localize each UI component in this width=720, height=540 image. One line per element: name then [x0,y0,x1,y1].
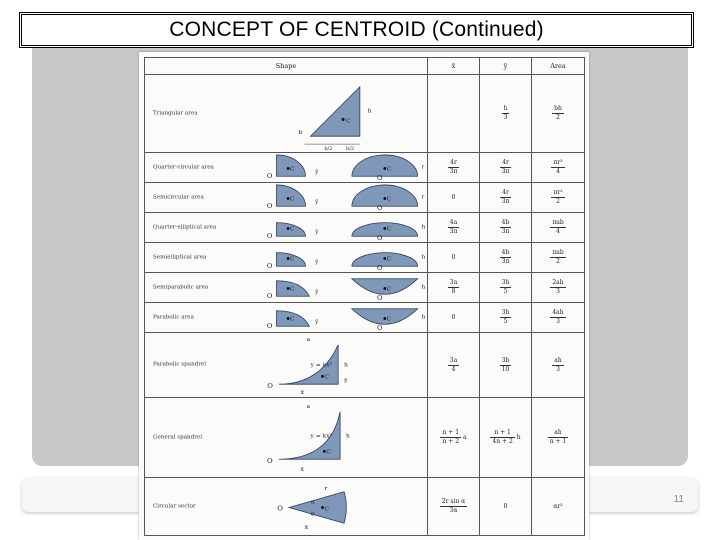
shape-name: Parabolic area [153,314,194,320]
ybar-cell [480,333,532,398]
formula-numerator: πab [552,219,564,226]
formula-fraction [440,498,467,515]
figure-label: C [290,166,295,173]
area-cell [532,333,585,398]
figure-label: ȳ [315,169,319,176]
area-cell [532,398,585,478]
figure-label: h [367,108,372,115]
figure-label: C [290,226,295,233]
figure-label: O [266,292,273,301]
figure-label: b/2 [346,146,354,152]
ybar-cell [480,273,532,303]
formula-denominator: 3 [556,318,560,325]
area-cell [532,243,585,273]
formula-denominator: 4 [451,365,456,373]
formula-denominator: 5 [503,288,508,295]
area-cell [532,273,585,303]
formula-fraction [552,105,564,122]
parabolic-shape [352,279,418,294]
figure-label: C [290,196,295,203]
figure-label: C [386,196,392,203]
figure-label: C [386,286,392,293]
formula-denominator: 4 [556,168,560,175]
centroid-point [383,227,386,230]
formula-denominator: 8 [451,288,456,295]
shape-name: Quarter-elliptical area [153,224,217,230]
formula-text: 0 [451,253,456,261]
table-row [145,303,585,333]
figure-label: C [346,118,351,125]
figure-label: O [266,172,273,181]
formula-denominator: 4n + 2 [492,438,513,445]
xbar-cell [428,398,480,478]
ybar-cell [480,478,532,536]
formula-denominator: 4 [556,228,560,235]
centroid-point [383,257,386,260]
xbar-cell [428,333,480,398]
formula-numerator: 3h [501,309,510,316]
shape-figure [260,243,428,272]
figure-label: C [324,374,329,381]
figure-label: O [377,294,383,302]
formula-denominator: 3π [449,168,458,175]
formula-numerator: 3a [449,356,458,364]
figure-label: x̄ [304,525,309,532]
formula-fraction [500,249,512,266]
formula-fraction [490,429,514,446]
area-cell [532,153,585,183]
xbar-cell [428,478,480,536]
formula-denominator: 2 [556,258,560,265]
figure-label: r [421,194,425,201]
shape-cell [145,478,428,536]
half-shape [352,185,418,206]
formula-fraction [550,309,565,326]
figure-label: ȳ [315,199,319,206]
table-row [145,153,585,183]
formula-numerator: 3a [449,279,458,286]
ybar-cell [480,183,532,213]
shape-name: Semielliptical area [153,254,207,260]
formula-fraction [448,159,460,176]
shape-cell [145,273,428,303]
shape-figure [260,75,428,152]
figure-label: ȳ [344,378,348,385]
figure-label: h [421,224,426,231]
figure-label: b [298,130,303,137]
formula-denominator: 3 [503,114,508,121]
figure-label: r [324,485,328,492]
figure-label: O [377,264,383,272]
centroid-point [342,118,345,121]
area-cell [532,183,585,213]
formula-fraction [550,279,565,296]
xbar-cell [428,303,480,333]
formula-fraction [500,219,512,236]
figure-label: O [267,382,273,391]
centroid-point [287,197,290,200]
shape-cell [145,153,428,183]
figure-label: ȳ [315,289,319,296]
formula-denominator: 3α [449,507,458,514]
figure-label: b/2 [324,146,333,152]
formula-numerator: 4b [500,249,512,258]
centroid-point [287,317,290,320]
shape-figure [260,478,428,535]
formula-numerator: 4b [500,219,512,228]
slide-page-number: 11 [673,494,684,505]
table-header-row [145,58,585,75]
formula-fraction [550,249,565,266]
figure-label: ȳ [315,259,319,266]
table-row [145,273,585,303]
formula-numerator: ah [548,429,569,438]
figure-label: h [344,362,348,369]
xbar-cell [428,273,480,303]
centroid-point [383,197,386,200]
figure-label: h [421,254,426,261]
ybar-cell [480,243,532,273]
formula-numerator: h [503,105,508,112]
slide-title: CONCEPT OF CENTROID (Continued) [169,18,544,41]
formula-fraction [448,279,459,296]
formula-numerator: 4r [448,159,460,168]
centroid-point [321,375,324,378]
formula-fraction [500,189,512,206]
formula-fraction [448,219,460,236]
formula-denominator: 3π [501,168,510,175]
triangle-shape [311,87,360,136]
formula-denominator: 3 [556,365,560,373]
centroid-table [144,57,585,536]
shape-name: Quarter-circular area [153,164,214,170]
shape-name: Semicircular area [153,194,204,200]
area-cell [532,303,585,333]
formula-denominator: 5 [503,318,508,325]
table-row [145,183,585,213]
centroid-point [321,506,324,509]
xbar-cell [428,75,480,153]
figure-label: C [290,316,295,323]
shape-figure [260,183,428,212]
formula-numerator: n + 1 [490,429,514,438]
formula-text: 0 [451,193,456,201]
formula-text: αr² [553,502,563,510]
formula-denominator: 3π [449,228,458,235]
area-cell [532,213,585,243]
formula-numerator: 3h [501,279,510,286]
area-cell [532,478,585,536]
formula-numerator: πr² [553,189,563,196]
formula-numerator: 4r [500,159,512,168]
centroid-point [287,287,290,290]
formula-denominator: 2 [556,198,560,205]
figure-label: C [290,256,295,263]
formula-numerator: 2r sin α [441,498,466,505]
ybar-cell [480,75,532,153]
figure-label: h [421,284,426,291]
formula-fraction [551,189,564,206]
figure-label: O [266,322,273,331]
formula-denominator: 2 [556,114,560,121]
formula-denominator: 10 [501,365,510,373]
shape-name: Triangular area [153,110,198,116]
xbar-cell [428,243,480,273]
formula-fraction [548,429,569,446]
shape-cell [145,183,428,213]
figure-label: O [266,262,273,271]
centroid-point [287,227,290,230]
formula-numerator: πab [552,249,564,256]
figure-label: y = kxⁿ [310,433,333,440]
shape-cell [145,75,428,153]
header-shape: Shape [145,58,428,75]
shape-figure [260,303,428,332]
formula-fraction [500,357,512,374]
formula-fraction [448,357,459,374]
centroid-point [287,257,290,260]
figure-label: α [310,499,315,506]
shape-name: Semiparabolic area [153,284,209,290]
formula-fraction [552,357,563,374]
table-row [145,478,585,536]
formula-fraction [500,159,512,176]
formula-denominator: 3π [501,228,510,235]
table-row [145,398,585,478]
formula-denominator: n + 1 [549,438,567,445]
formula-denominator: 3 [556,288,560,295]
formula-numerator: n + 1 [442,429,460,436]
centroid-point [287,167,290,170]
figure-label: O [377,174,383,182]
header-xbar: x̄ [428,58,480,75]
shape-figure [260,333,428,397]
table-row [145,213,585,243]
figure-label: C [324,506,329,513]
formula-numerator: 4r [500,189,512,198]
figure-label: α [310,511,315,518]
figure-label: C [386,256,392,263]
centroid-table-image [139,52,589,540]
formula-fraction [500,279,512,296]
formula-numerator: 3h [501,356,510,364]
formula-denominator: n + 2 [442,438,460,445]
area-cell [532,75,585,153]
figure-label: a [306,403,311,410]
figure-label: C [326,449,331,456]
header-area: Area [532,58,585,75]
table-row [145,333,585,398]
ybar-cell [480,213,532,243]
shape-figure [260,153,428,182]
figure-label: ȳ [315,229,319,236]
shape-cell [145,303,428,333]
slide-title-box [19,12,694,48]
xbar-cell [428,153,480,183]
shape-cell [145,333,428,398]
ybar-cell [480,398,532,478]
ybar-cell [480,303,532,333]
figure-label: C [386,226,392,233]
formula-fraction [500,309,512,326]
parabolic-shape [352,309,418,324]
formula-denominator: 3π [501,198,510,205]
shape-cell [145,213,428,243]
figure-label: x̄ [300,467,304,474]
shape-figure [260,398,428,477]
formula-numerator: 4a [448,219,460,228]
figure-label: h [421,314,426,321]
figure-label: C [386,166,392,173]
shape-name: Circular sector [153,503,196,509]
formula-numerator: ah [554,356,562,364]
figure-label: O [266,202,273,211]
shape-name: General spandrel [153,434,203,440]
shape-cell [145,398,428,478]
figure-label: x̄ [300,390,305,397]
header-ybar: ȳ [480,58,532,75]
formula-numerator: 4ah [552,309,564,316]
figure-label: a [306,336,311,343]
formula-numerator: πr² [553,159,563,166]
figure-label: O [377,204,383,212]
centroid-point [383,167,386,170]
formula-suffix: h [516,434,521,441]
formula-suffix: a [462,434,467,441]
xbar-cell [428,183,480,213]
shape-figure [260,273,428,302]
formula-denominator: 3π [501,258,510,265]
centroid-point [383,287,386,290]
ybar-cell [480,153,532,183]
centroid-point [383,317,386,320]
formula-fraction [551,159,564,176]
formula-text: 0 [451,313,456,321]
figure-label: h [346,433,350,440]
formula-numerator: bh [554,105,562,112]
figure-label: O [266,232,273,241]
figure-label: O [277,504,283,513]
table-row [145,243,585,273]
formula-fraction [440,429,461,446]
figure-label: O [377,234,383,242]
figure-label: y = kx² [310,362,332,369]
formula-fraction [550,219,565,236]
sector-shape [289,492,346,523]
figure-label: r [421,164,425,171]
formula-text: 0 [503,502,508,510]
formula-numerator: 2ah [552,279,564,286]
table-row [145,75,585,153]
figure-label: O [377,324,383,332]
half-shape [352,155,418,176]
figure-label: ȳ [315,319,319,326]
shape-figure [260,213,428,242]
shape-cell [145,243,428,273]
figure-label: O [267,457,273,466]
centroid-point [323,450,326,453]
formula-fraction [502,105,510,122]
figure-label: C [290,286,295,293]
xbar-cell [428,213,480,243]
figure-label: C [386,316,392,323]
shape-name: Parabolic spandrel [153,361,207,368]
